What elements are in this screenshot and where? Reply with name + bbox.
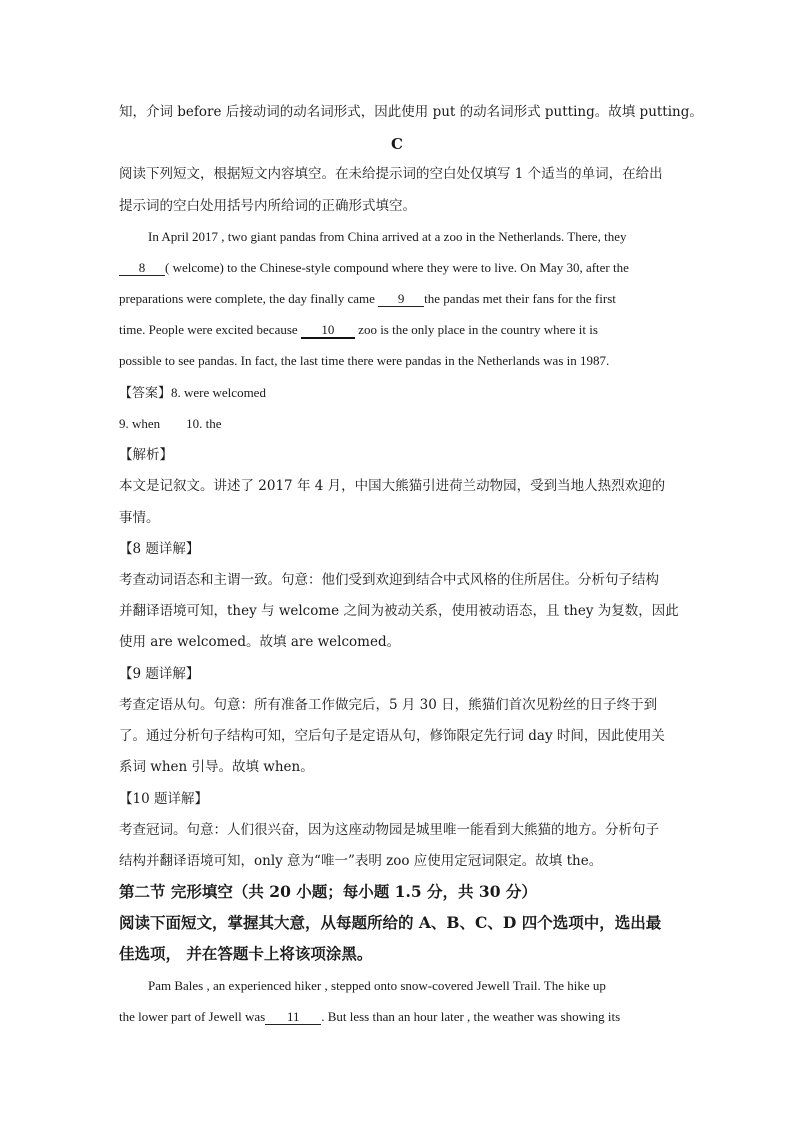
passage-line-2 xyxy=(119,259,679,277)
section-2-instructions-1: 阅读下面短文，掌握其大意，从每题所给的 A、B、C、D 四个选项中，选出最 xyxy=(119,913,662,932)
q8-label: 【8 题详解】 xyxy=(119,541,200,557)
q10-line-1: 考查冠词。句意：人们很兴奋，因为这座动物园是城里唯一能看到大熊猫的地方。分析句子 xyxy=(119,822,659,838)
q9-line-2: 了。通过分析句子结构可知，空后句子是定语从句，修饰限定先行词 day 时间，因此使用关 xyxy=(119,728,665,744)
answer-row-2 xyxy=(119,415,679,433)
q8-line-3: 使用 are welcomed。故填 are welcomed。 xyxy=(119,634,401,650)
analysis-line-2: 事情。 xyxy=(119,510,160,526)
q8-line-2: 并翻译语境可知，they 与 welcome 之间为被动关系，使用被动语态，且 they 为复数，因此 xyxy=(119,603,679,619)
answer-8: 8. were welcomed xyxy=(171,385,266,400)
passage-text: zoo is the only place in the country where it is xyxy=(358,322,598,337)
cloze-passage-line-1: Pam Bales , an experienced hiker , stepped onto snow-covered Jewell Trail. The hike up xyxy=(148,978,606,993)
passage-text: . But less than an hour later , the weather was showing its xyxy=(321,1009,621,1024)
q8-line-1: 考查动词语态和主谓一致。句意：他们受到欢迎到结合中式风格的住所居住。分析句子结构 xyxy=(119,572,659,588)
analysis-line-1: 本文是记叙文。讲述了 2017 年 4 月，中国大熊猫引进荷兰动物园，受到当地人热烈欢迎的 xyxy=(119,478,666,494)
q9-label: 【9 题详解】 xyxy=(119,666,200,682)
answer-row xyxy=(119,384,679,402)
q9-line-3: 系词 when 引导。故填 when。 xyxy=(119,759,314,775)
q9-line-1: 考查定语从句。句意：所有准备工作做完后，5 月 30 日，熊猫们首次见粉丝的日子终于到 xyxy=(119,697,658,713)
instructions-line-1: 阅读下列短文，根据短文内容填空。在未给提示词的空白处仅填写 1 个适当的单词，在给出 xyxy=(119,166,663,182)
passage-line-4 xyxy=(119,321,679,339)
answer-10: 10. the xyxy=(186,416,222,431)
q10-line-2: 结构并翻译语境可知，only 意为“唯一”表明 zoo 应使用定冠词限定。故填 the。 xyxy=(119,853,603,869)
blank-11: 11 xyxy=(265,1009,321,1025)
instructions-line-2: 提示词的空白处用括号内所给词的正确形式填空。 xyxy=(119,198,416,214)
analysis-label: 【解析】 xyxy=(119,447,173,463)
section-letter: C xyxy=(391,135,403,153)
passage-text: ( welcome) to the Chinese-style compound where they were to live. On May 30, after the xyxy=(165,260,629,275)
passage-text: time. People were excited because xyxy=(119,322,298,337)
previous-explanation-end: 知，介词 before 后接动词的动名词形式，因此使用 put 的动名词形式 putting。故填 putting。 xyxy=(119,104,703,120)
blank-10: 10 xyxy=(301,322,355,339)
passage-line-1: In April 2017 , two giant pandas from China arrived at a zoo in the Netherlands. There, they xyxy=(148,229,627,244)
blank-9: 9 xyxy=(378,291,424,307)
q10-label: 【10 题详解】 xyxy=(119,791,208,807)
passage-line-3 xyxy=(119,290,679,308)
passage-line-5: possible to see pandas. In fact, the last time there were pandas in the Netherlands was in 1987. xyxy=(119,353,610,368)
passage-text: the pandas met their fans for the first xyxy=(424,291,616,306)
cloze-passage-line-2 xyxy=(119,1008,679,1026)
answer-label: 【答案】 xyxy=(119,385,172,400)
blank-8: 8 xyxy=(119,260,165,276)
passage-text: preparations were complete, the day finally came xyxy=(119,291,375,306)
section-2-instructions-2: 佳选项， 并在答题卡上将该项涂黑。 xyxy=(119,944,373,963)
answer-9: 9. when xyxy=(119,416,161,431)
passage-text: the lower part of Jewell was xyxy=(119,1009,266,1024)
section-2-title: 第二节 完形填空（共 20 小题；每小题 1.5 分，共 30 分） xyxy=(119,882,537,901)
